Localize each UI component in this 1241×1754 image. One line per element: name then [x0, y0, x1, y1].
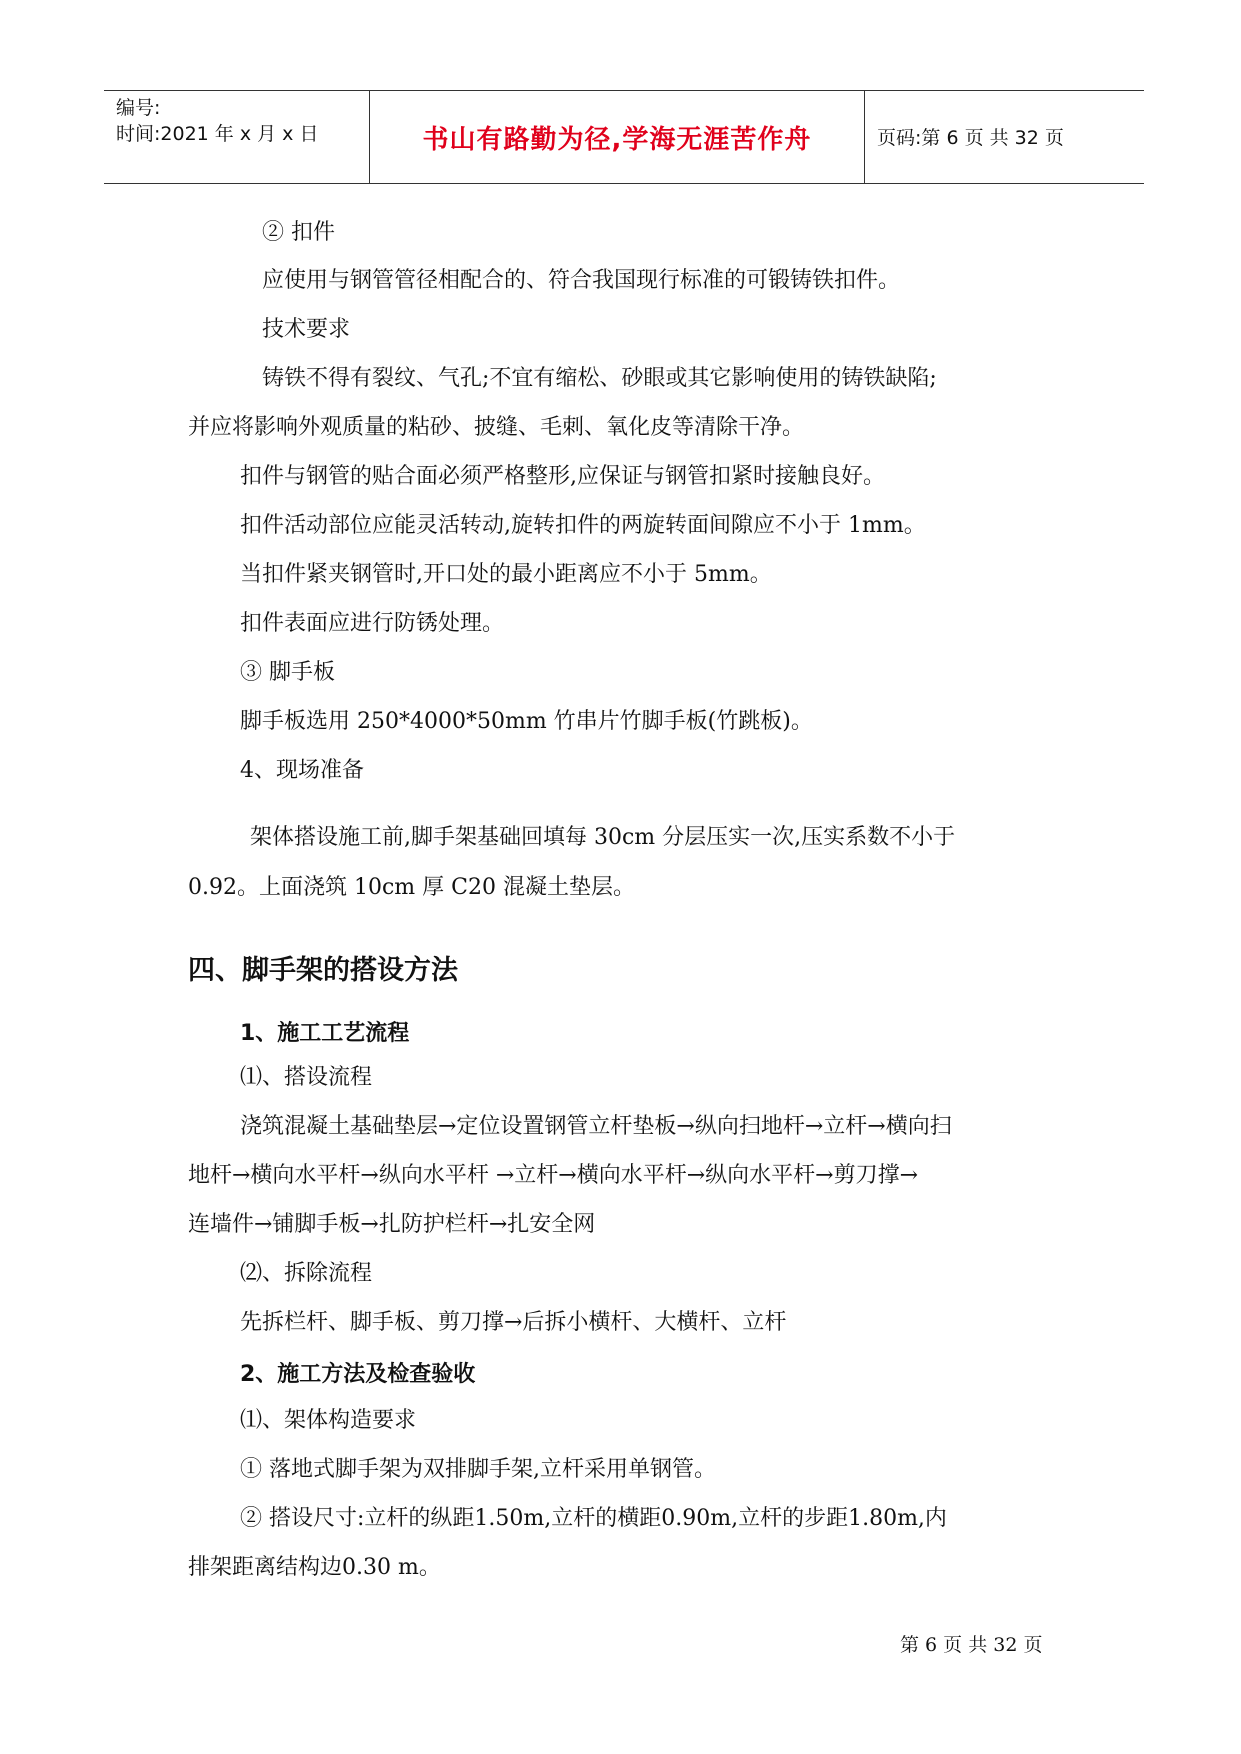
header-page-cell — [865, 91, 1144, 183]
header-page-number: 页码:第 6 页 共 32 页 — [877, 127, 1064, 149]
body-line: ② 扣件 — [262, 220, 335, 245]
subsection-title: 2、施工方法及检查验收 — [240, 1362, 476, 1387]
document-header — [104, 90, 1144, 184]
body-line: 0.92。上面浇筑 10cm 厚 C20 混凝土垫层。 — [188, 875, 635, 900]
body-line: ⑴、搭设流程 — [240, 1065, 373, 1090]
body-line: 地杆→横向水平杆→纵向水平杆 →立杆→横向水平杆→纵向水平杆→剪刀撑→ — [188, 1163, 919, 1188]
body-line: 浇筑混凝土基础垫层→定位设置钢管立杆垫板→纵向扫地杆→立杆→横向扫 — [240, 1114, 952, 1139]
body-line: 架体搭设施工前,脚手架基础回填每 30cm 分层压实一次,压实系数不小于 — [250, 825, 956, 850]
body-line: 技术要求 — [262, 317, 351, 342]
document-time-label: 时间:2021 年 x 月 x 日 — [116, 123, 319, 145]
body-line: 连墙件→铺脚手板→扎防护栏杆→扎安全网 — [188, 1212, 596, 1237]
header-motto: 书山有路勤为径,学海无涯苦作舟 — [422, 125, 812, 155]
subsection-title: 1、施工工艺流程 — [240, 1021, 410, 1046]
document-number-label: 编号: — [116, 97, 161, 119]
body-line: 脚手板选用 250*4000*50mm 竹串片竹脚手板(竹跳板)。 — [240, 709, 813, 734]
body-line: 扣件与钢管的贴合面必须严格整形,应保证与钢管扣紧时接触良好。 — [240, 464, 885, 489]
body-line: 扣件活动部位应能灵活转动,旋转扣件的两旋转面间隙应不小于 1mm。 — [240, 513, 926, 538]
header-motto-cell — [370, 91, 865, 183]
body-line: ⑵、拆除流程 — [240, 1261, 373, 1286]
header-info-cell — [104, 91, 370, 183]
body-line: 当扣件紧夹钢管时,开口处的最小距离应不小于 5mm。 — [240, 562, 772, 587]
body-line: 先拆栏杆、脚手板、剪刀撑→后拆小横杆、大横杆、立杆 — [240, 1310, 787, 1335]
body-line: ⑴、架体构造要求 — [240, 1408, 417, 1433]
body-line: 铸铁不得有裂纹、气孔;不宜有缩松、砂眼或其它影响使用的铸铁缺陷; — [262, 366, 937, 391]
body-line: 并应将影响外观质量的粘砂、披缝、毛刺、氧化皮等清除干净。 — [188, 415, 805, 440]
page-footer: 第 6 页 共 32 页 — [900, 1634, 1043, 1656]
body-line: 排架距离结构边0.30 m。 — [188, 1555, 441, 1580]
body-line: ③ 脚手板 — [240, 660, 335, 685]
section-title: 四、脚手架的搭设方法 — [188, 955, 458, 986]
body-line: 扣件表面应进行防锈处理。 — [240, 611, 505, 636]
body-line: ② 搭设尺寸:立杆的纵距1.50m,立杆的横距0.90m,立杆的步距1.80m,内 — [240, 1506, 947, 1531]
body-line: 应使用与钢管管径相配合的、符合我国现行标准的可锻铸铁扣件。 — [262, 268, 901, 293]
body-line: ① 落地式脚手架为双排脚手架,立杆采用单钢管。 — [240, 1457, 716, 1482]
body-line: 4、现场准备 — [240, 758, 364, 783]
